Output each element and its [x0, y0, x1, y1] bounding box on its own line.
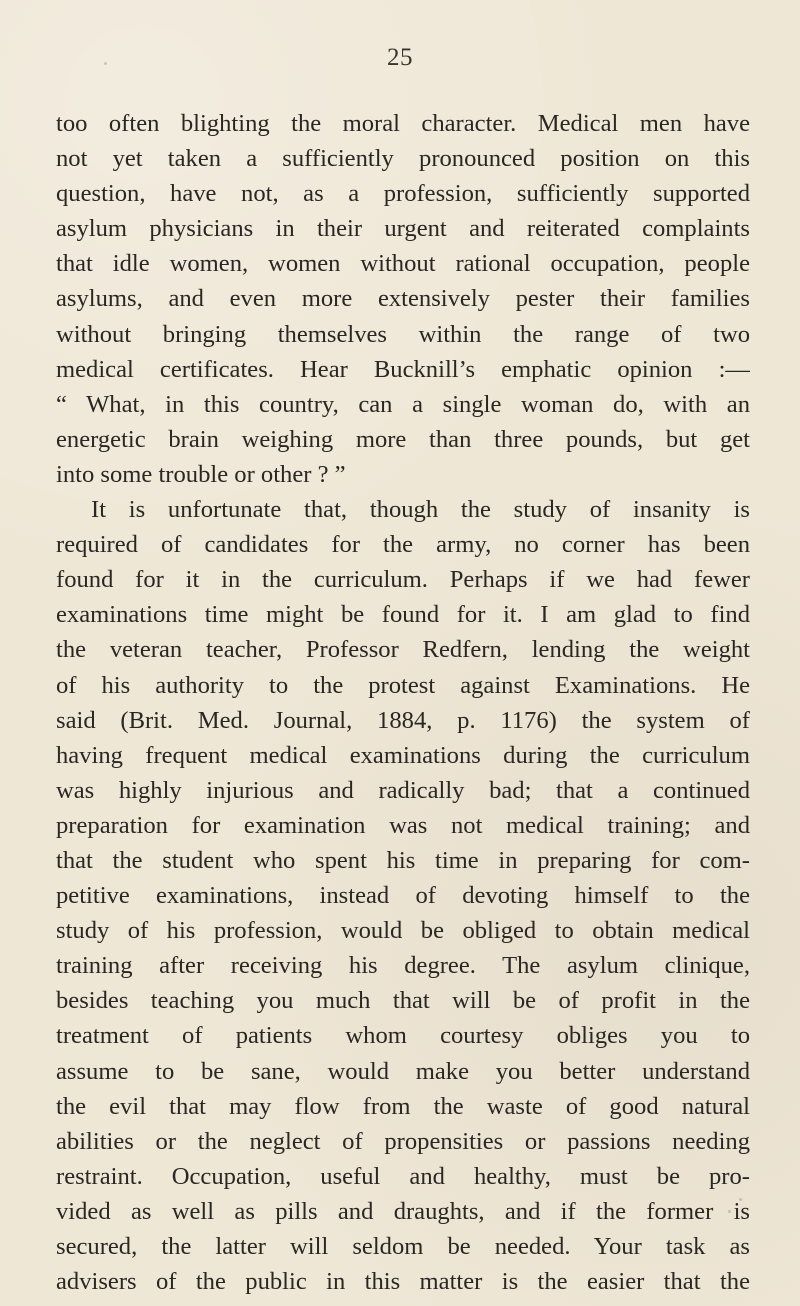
text-line: “ What, in this country, can a single woman do, with an [56, 390, 750, 418]
text-line: the veteran teacher, Professor Redfern, lending the weight [56, 636, 750, 664]
text-line: too often blighting the moral character. Medical men have [56, 110, 750, 137]
text-line: question, have not, as a profession, sufficiently supported [56, 180, 750, 208]
text-line: the evil that may flow from the waste of good natural [56, 1092, 750, 1120]
paper-speck [739, 1198, 742, 1201]
text-line: asylum physicians in their urgent and reiterated complaints [56, 215, 750, 243]
text-line: that idle women, women without rational occupation, people [56, 250, 750, 278]
text-line: advisers of the public in this matter is the easier that the [56, 1268, 750, 1296]
text-line: study of his profession, would be obliged to obtain medical [56, 917, 750, 945]
page-number: 25 [387, 44, 413, 71]
text-line: that the student who spent his time in preparing for com- [56, 846, 750, 874]
text-line: abilities or the neglect of propensities or passions needing [56, 1127, 750, 1155]
text-line: asylums, and even more extensively pester their families [56, 285, 750, 313]
paper-speck [104, 62, 107, 65]
text-line: treatment of patients whom courtesy obliges you to [56, 1022, 750, 1050]
text-line: energetic brain weighing more than three pounds, but get [56, 425, 750, 453]
text-line: without bringing themselves within the range of two [56, 320, 750, 348]
text-line: examinations time might be found for it. I am glad to find [56, 601, 750, 629]
text-line: into some trouble or other ? ” [56, 460, 346, 488]
text-line: said (Brit. Med. Journal, 1884, p. 1176) the system of [56, 706, 750, 734]
text-line: required of candidates for the army, no corner has been [56, 531, 750, 559]
text-line: having frequent medical examinations during the curriculum [56, 741, 750, 769]
text-line: secured, the latter will seldom be needed. Your task as [56, 1233, 750, 1260]
text-line: vided as well as pills and draughts, and if the former is [56, 1197, 750, 1225]
text-line: found for it in the curriculum. Perhaps if we had fewer [56, 566, 750, 594]
paper-speck [728, 1210, 731, 1213]
text-line: not yet taken a sufficiently pronounced position on this [56, 145, 750, 173]
text-line: was highly injurious and radically bad; that a continued [56, 776, 750, 804]
text-line: restraint. Occupation, useful and healthy, must be pro- [56, 1162, 750, 1190]
text-line: It is unfortunate that, though the study of insanity is [91, 496, 750, 524]
text-line: petitive examinations, instead of devoting himself to the [56, 882, 750, 910]
text-line: training after receiving his degree. The asylum clinique, [56, 952, 750, 980]
text-line: medical certificates. Hear Bucknill’s emphatic opinion :— [56, 355, 750, 383]
body-text [56, 106, 750, 1299]
text-line: preparation for examination was not medical training; and [56, 811, 750, 839]
text-line: assume to be sane, would make you better understand [56, 1057, 750, 1085]
text-line: of his authority to the protest against Examinations. He [56, 671, 750, 699]
text-line: besides teaching you much that will be of profit in the [56, 987, 750, 1015]
